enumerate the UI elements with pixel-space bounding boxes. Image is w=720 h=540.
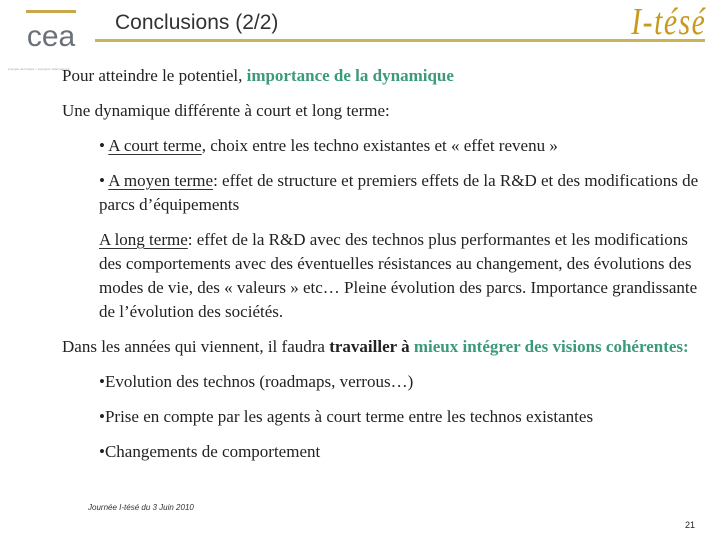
paragraph-potential (62, 64, 710, 88)
bullet-court-text: , choix entre les techno existantes et « effet revenu » (201, 136, 558, 155)
p3-prefix: Dans les années qui viennent, il faudra (62, 337, 330, 356)
bullet-long-terme (62, 228, 710, 324)
bullet-long-text: : effet de la R&D avec des technos plus performantes et les modifications des comportements avec des éventuelles résistances au changement, des évolutions des modes de vie, des « valeurs » etc… Pleine évolution des parcs. Importance grandissante de l’évolution des sociétés. (99, 230, 698, 321)
item-agents: •Prise en compte par les agents à court terme entre les technos existantes (99, 407, 594, 426)
page-number: 21 (684, 520, 695, 530)
p1-prefix: Pour atteindre le potentiel, (62, 66, 247, 85)
title-rule (95, 39, 705, 42)
logo-tagline: énergie atomique • énergies alternatives (8, 67, 70, 71)
p3-green: mieux intégrer des visions cohérentes: (413, 337, 689, 356)
bullet-moyen-text: : effet de structure et premiers effets de la R&D et des modifications de parcs d’équipements (99, 171, 699, 214)
cea-logo (6, 6, 96, 72)
item-technos: •Evolution des technos (roadmaps, verrous…) (99, 372, 414, 391)
bullet-mark: • (99, 171, 109, 190)
paragraph-dynamics: Une dynamique différente à court et long terme: (62, 101, 390, 120)
paragraph-visions (62, 335, 710, 359)
bullet-moyen-terme (62, 169, 710, 217)
term-moyen: A moyen terme (108, 171, 214, 190)
term-court: A court terme (108, 136, 202, 155)
slide-title: Conclusions (2/2) (115, 11, 279, 34)
p1-emphasis: importance de la dynamique (246, 66, 454, 85)
slide-content (62, 64, 710, 464)
itese-brand-logo: I-tésé (630, 1, 706, 43)
item-comportement: •Changements de comportement (99, 442, 321, 461)
term-long: A long terme (99, 230, 188, 249)
p3-bold: travailler à (329, 337, 414, 356)
bullet-mark: • (99, 136, 109, 155)
footer-event: Journée I-tésé du 3 Juin 2010 (88, 503, 194, 512)
cea-logo-text: cea (26, 20, 76, 53)
bullet-court-terme (62, 134, 710, 158)
